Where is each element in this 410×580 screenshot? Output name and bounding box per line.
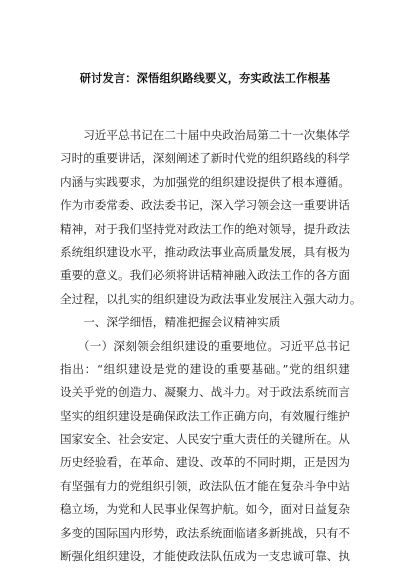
body-line: 习近平总书记在二十届中央政治局第二十一次集体学	[60, 128, 350, 142]
body-line: 指出：“组织建设是党的建设的重要基础。”党的组织建	[60, 361, 350, 376]
document-body	[60, 124, 362, 568]
body-line: 作为市委常委、政法委书记，深入学习领会这一重要讲话	[60, 198, 350, 213]
body-line: 多变的国际国内形势，政法系统面临诸多新挑战，只有不	[60, 525, 350, 540]
document-title: 研讨发言：深悟组织路线要义，夯实政法工作根基	[79, 72, 331, 85]
body-line: 全过程，以扎实的组织建设为政法事业发展注入强大动力。	[60, 291, 362, 306]
body-line: 国家安全、社会安定、人民安宁重大责任的关键所在。从	[60, 432, 350, 447]
body-line: 设关乎党的创造力、凝聚力、战斗力。对于政法系统而言	[60, 385, 350, 400]
body-line: 精神，对于我们坚持党对政法工作的绝对领导，提升政法	[60, 221, 350, 236]
body-line: 习时的重要讲话，深刻阐述了新时代党的组织路线的科学	[60, 151, 350, 166]
body-line: 重要的意义。我们必须将讲话精神融入政法工作的各方面	[60, 268, 350, 283]
body-line: 坚实的组织建设是确保政法工作正确方向，有效履行维护	[60, 408, 350, 423]
body-line: 有坚强有力的党组织引领，政法队伍才能在复杂斗争中站	[60, 478, 350, 493]
body-line: 内涵与实践要求，为加强党的组织建设提供了根本遵循。	[60, 174, 350, 189]
body-line: （一）深刻领会组织建设的重要地位。习近平总书记	[60, 338, 350, 353]
body-line: 稳立场，为党和人民事业保驾护航。如今，面对日益复杂	[60, 502, 350, 517]
body-line: 一、深学细悟，精准把握会议精神实质	[60, 315, 281, 330]
body-line: 系统组织建设水平，推动政法事业高质量发展，具有极为	[60, 244, 350, 259]
body-line: 断强化组织建设，才能使政法队伍成为一支忠诚可靠、执	[60, 549, 350, 564]
body-line: 历史经验看，在革命、建设、改革的不同时期，正是因为	[60, 455, 350, 470]
